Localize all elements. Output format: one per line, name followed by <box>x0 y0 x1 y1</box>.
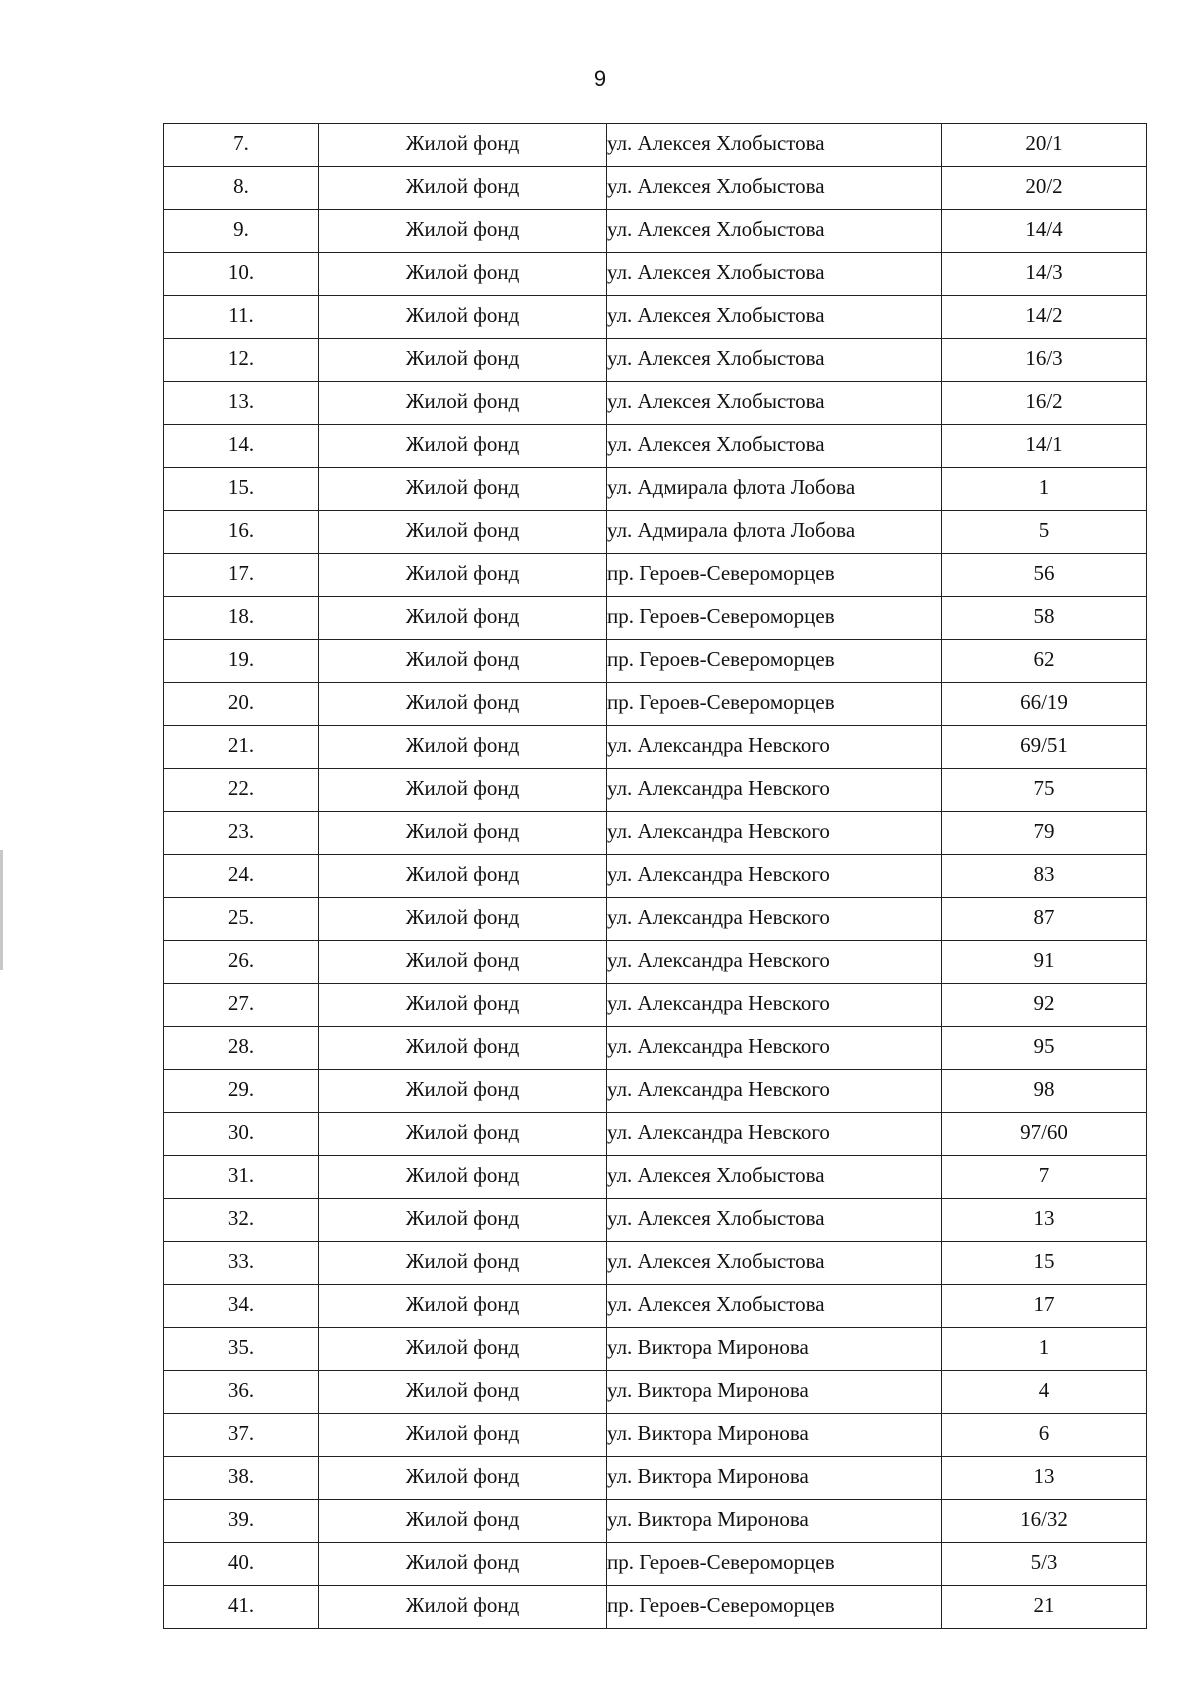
house-number: 66/19 <box>942 683 1147 726</box>
row-number: 21. <box>164 726 319 769</box>
table-row <box>164 855 1147 898</box>
house-number: 14/2 <box>942 296 1147 339</box>
row-number: 32. <box>164 1199 319 1242</box>
row-number: 27. <box>164 984 319 1027</box>
object-type: Жилой фонд <box>319 425 607 468</box>
house-number: 7 <box>942 1156 1147 1199</box>
object-type: Жилой фонд <box>319 554 607 597</box>
table-row <box>164 1500 1147 1543</box>
street-name: ул. Алексея Хлобыстова <box>607 339 942 382</box>
house-number: 98 <box>942 1070 1147 1113</box>
row-number: 34. <box>164 1285 319 1328</box>
object-type: Жилой фонд <box>319 339 607 382</box>
house-number: 15 <box>942 1242 1147 1285</box>
row-number: 18. <box>164 597 319 640</box>
object-type: Жилой фонд <box>319 1242 607 1285</box>
object-type: Жилой фонд <box>319 1027 607 1070</box>
row-number: 38. <box>164 1457 319 1500</box>
table-row <box>164 339 1147 382</box>
house-number: 14/1 <box>942 425 1147 468</box>
street-name: ул. Александра Невского <box>607 1113 942 1156</box>
street-name: ул. Александра Невского <box>607 726 942 769</box>
row-number: 26. <box>164 941 319 984</box>
table-row <box>164 726 1147 769</box>
street-name: ул. Алексея Хлобыстова <box>607 296 942 339</box>
table-row <box>164 1070 1147 1113</box>
house-number: 62 <box>942 640 1147 683</box>
street-name: ул. Алексея Хлобыстова <box>607 1242 942 1285</box>
row-number: 22. <box>164 769 319 812</box>
table-row <box>164 898 1147 941</box>
table-row <box>164 468 1147 511</box>
house-number: 75 <box>942 769 1147 812</box>
table-row <box>164 984 1147 1027</box>
row-number: 8. <box>164 167 319 210</box>
row-number: 23. <box>164 812 319 855</box>
table-row <box>164 1113 1147 1156</box>
street-name: ул. Алексея Хлобыстова <box>607 167 942 210</box>
table-row <box>164 597 1147 640</box>
table-row <box>164 210 1147 253</box>
house-number: 91 <box>942 941 1147 984</box>
table-row <box>164 511 1147 554</box>
object-type: Жилой фонд <box>319 984 607 1027</box>
object-type: Жилой фонд <box>319 382 607 425</box>
street-name: ул. Александра Невского <box>607 1027 942 1070</box>
table-row <box>164 941 1147 984</box>
row-number: 37. <box>164 1414 319 1457</box>
table-row <box>164 296 1147 339</box>
object-type: Жилой фонд <box>319 167 607 210</box>
table-row <box>164 812 1147 855</box>
house-number: 13 <box>942 1457 1147 1500</box>
table-row <box>164 1414 1147 1457</box>
street-name: ул. Алексея Хлобыстова <box>607 425 942 468</box>
object-type: Жилой фонд <box>319 1285 607 1328</box>
house-number: 92 <box>942 984 1147 1027</box>
table-row <box>164 1285 1147 1328</box>
street-name: ул. Алексея Хлобыстова <box>607 124 942 167</box>
row-number: 41. <box>164 1586 319 1629</box>
row-number: 19. <box>164 640 319 683</box>
house-number: 1 <box>942 1328 1147 1371</box>
object-type: Жилой фонд <box>319 683 607 726</box>
object-type: Жилой фонд <box>319 468 607 511</box>
street-name: ул. Алексея Хлобыстова <box>607 210 942 253</box>
house-number: 14/4 <box>942 210 1147 253</box>
object-type: Жилой фонд <box>319 124 607 167</box>
object-type: Жилой фонд <box>319 812 607 855</box>
house-number: 56 <box>942 554 1147 597</box>
house-number: 17 <box>942 1285 1147 1328</box>
street-name: ул. Алексея Хлобыстова <box>607 253 942 296</box>
house-number: 58 <box>942 597 1147 640</box>
object-type: Жилой фонд <box>319 1543 607 1586</box>
object-type: Жилой фонд <box>319 1328 607 1371</box>
street-name: ул. Александра Невского <box>607 1070 942 1113</box>
object-type: Жилой фонд <box>319 941 607 984</box>
house-number: 5/3 <box>942 1543 1147 1586</box>
table-row <box>164 1027 1147 1070</box>
object-type: Жилой фонд <box>319 210 607 253</box>
row-number: 13. <box>164 382 319 425</box>
table-row <box>164 769 1147 812</box>
table-row <box>164 1156 1147 1199</box>
page-number: 9 <box>593 66 607 91</box>
row-number: 7. <box>164 124 319 167</box>
house-number: 6 <box>942 1414 1147 1457</box>
street-name: ул. Александра Невского <box>607 941 942 984</box>
object-type: Жилой фонд <box>319 296 607 339</box>
row-number: 10. <box>164 253 319 296</box>
house-number: 20/2 <box>942 167 1147 210</box>
house-number: 95 <box>942 1027 1147 1070</box>
street-name: ул. Виктора Миронова <box>607 1500 942 1543</box>
row-number: 35. <box>164 1328 319 1371</box>
house-number: 4 <box>942 1371 1147 1414</box>
street-name: ул. Виктора Миронова <box>607 1457 942 1500</box>
scan-edge-mark <box>0 850 3 970</box>
street-name: ул. Алексея Хлобыстова <box>607 1199 942 1242</box>
house-number: 1 <box>942 468 1147 511</box>
row-number: 39. <box>164 1500 319 1543</box>
object-type: Жилой фонд <box>319 1371 607 1414</box>
street-name: ул. Александра Невского <box>607 812 942 855</box>
table-row <box>164 1328 1147 1371</box>
table-row <box>164 1586 1147 1629</box>
row-number: 29. <box>164 1070 319 1113</box>
row-number: 40. <box>164 1543 319 1586</box>
table-row <box>164 1371 1147 1414</box>
street-name: ул. Алексея Хлобыстова <box>607 1156 942 1199</box>
street-name: ул. Адмирала флота Лобова <box>607 511 942 554</box>
housing-registry-table <box>163 123 1147 1629</box>
house-number: 14/3 <box>942 253 1147 296</box>
street-name: пр. Героев-Североморцев <box>607 1543 942 1586</box>
table-row <box>164 554 1147 597</box>
street-name: пр. Героев-Североморцев <box>607 597 942 640</box>
table-row <box>164 124 1147 167</box>
object-type: Жилой фонд <box>319 1199 607 1242</box>
object-type: Жилой фонд <box>319 1500 607 1543</box>
street-name: ул. Алексея Хлобыстова <box>607 1285 942 1328</box>
house-number: 13 <box>942 1199 1147 1242</box>
street-name: пр. Героев-Североморцев <box>607 640 942 683</box>
table-row <box>164 167 1147 210</box>
table-row <box>164 1242 1147 1285</box>
object-type: Жилой фонд <box>319 640 607 683</box>
house-number: 5 <box>942 511 1147 554</box>
object-type: Жилой фонд <box>319 769 607 812</box>
object-type: Жилой фонд <box>319 597 607 640</box>
table-row <box>164 1199 1147 1242</box>
table-row <box>164 382 1147 425</box>
house-number: 83 <box>942 855 1147 898</box>
row-number: 14. <box>164 425 319 468</box>
street-name: ул. Александра Невского <box>607 984 942 1027</box>
object-type: Жилой фонд <box>319 511 607 554</box>
object-type: Жилой фонд <box>319 253 607 296</box>
table-row <box>164 640 1147 683</box>
house-number: 69/51 <box>942 726 1147 769</box>
row-number: 12. <box>164 339 319 382</box>
object-type: Жилой фонд <box>319 726 607 769</box>
street-name: ул. Александра Невского <box>607 769 942 812</box>
row-number: 17. <box>164 554 319 597</box>
house-number: 16/32 <box>942 1500 1147 1543</box>
house-number: 97/60 <box>942 1113 1147 1156</box>
street-name: ул. Виктора Миронова <box>607 1371 942 1414</box>
object-type: Жилой фонд <box>319 1457 607 1500</box>
object-type: Жилой фонд <box>319 1070 607 1113</box>
table-row <box>164 683 1147 726</box>
row-number: 20. <box>164 683 319 726</box>
row-number: 25. <box>164 898 319 941</box>
street-name: ул. Александра Невского <box>607 855 942 898</box>
house-number: 87 <box>942 898 1147 941</box>
row-number: 30. <box>164 1113 319 1156</box>
house-number: 16/2 <box>942 382 1147 425</box>
row-number: 31. <box>164 1156 319 1199</box>
street-name: пр. Героев-Североморцев <box>607 1586 942 1629</box>
row-number: 16. <box>164 511 319 554</box>
object-type: Жилой фонд <box>319 1156 607 1199</box>
table-row <box>164 1543 1147 1586</box>
row-number: 9. <box>164 210 319 253</box>
house-number: 21 <box>942 1586 1147 1629</box>
table-body <box>164 124 1147 1629</box>
object-type: Жилой фонд <box>319 1586 607 1629</box>
street-name: пр. Героев-Североморцев <box>607 554 942 597</box>
row-number: 11. <box>164 296 319 339</box>
street-name: пр. Героев-Североморцев <box>607 683 942 726</box>
house-number: 79 <box>942 812 1147 855</box>
object-type: Жилой фонд <box>319 1414 607 1457</box>
object-type: Жилой фонд <box>319 1113 607 1156</box>
row-number: 24. <box>164 855 319 898</box>
row-number: 33. <box>164 1242 319 1285</box>
street-name: ул. Алексея Хлобыстова <box>607 382 942 425</box>
row-number: 36. <box>164 1371 319 1414</box>
house-number: 16/3 <box>942 339 1147 382</box>
street-name: ул. Виктора Миронова <box>607 1328 942 1371</box>
table-row <box>164 253 1147 296</box>
table-row <box>164 425 1147 468</box>
object-type: Жилой фонд <box>319 855 607 898</box>
table-row <box>164 1457 1147 1500</box>
object-type: Жилой фонд <box>319 898 607 941</box>
street-name: ул. Адмирала флота Лобова <box>607 468 942 511</box>
street-name: ул. Александра Невского <box>607 898 942 941</box>
house-number: 20/1 <box>942 124 1147 167</box>
street-name: ул. Виктора Миронова <box>607 1414 942 1457</box>
row-number: 28. <box>164 1027 319 1070</box>
row-number: 15. <box>164 468 319 511</box>
